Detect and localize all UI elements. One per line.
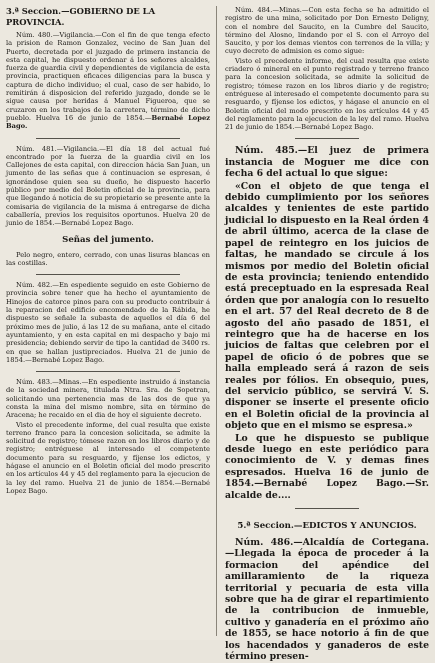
notice-485-quote: «Con el objeto de que tenga el debido cumplimiento por los señores alcaldes y tenientes de este partido judicial lo dispuesto en la Real órden 4 de abril último, acerca de la clase de papel de reintegro en los juicios de faltas, he mandado se circule á los mismos por medio del Boletin oficial de esta provincia; teniendo entendido está preceptuado en la espresada Real órden que por analogía con lo resuelto en el art. 57 del Real decreto de 8 de agosto del año pasado de 1851, el reintegro que ha de hacerse en los juicios de faltas que celebren por el papel de oficio ó de pobres que se halla empleado será á razon de seis reales por fólios. En obsequio, pues, del servicio público, se servirá V. S. disponer se inserte el presente oficio en el Boletin oficial de la provincia al objeto que en el mismo se espresa.» [225,180,429,432]
notice-482: Núm. 482.—En espediente seguido en este Gobierno de provincia sobre tener que ha hecho el ayuntamiento de Hinojos de catorce pinos para con su producto contribuir á la reparacion del edificio encomendado de la Rábida, he dispuesto se señale la subasta de aquellos el día 6 del próximo mes de julio, á las 12 de su mañana, ante el citado ayuntamiento, y en esta capital en mi despacho y bajo mi presidencia; debiendo servir de tipo la cantidad de 3400 rs. en que se hallan justipreciados. Huelva 21 de junio de 1854.—Bernabé Lopez Bago. [6,281,210,364]
divider [36,138,180,139]
divider [36,371,180,372]
divider [295,508,359,509]
divider [36,274,180,275]
senas-title: Señas del jumento. [62,234,154,245]
left-column [6,6,217,636]
divider [295,138,359,139]
notice-485-close: Lo que he dispuesto se publique desde luego en este periódico para conocimiento de V. y demas fines espresados. Huelva 16 de junio de 1854.—Bernabé Lopez Bago.—Sr. alcalde de.... [225,432,429,501]
notice-480: Núm. 480.—Vigilancia.—Con el fin de que tenga efecto la prision de Ramon Gonzalez, vecino de San Juan del Puerto, decretada por el juzgado de primera instancia de esta capital, he dispuesto ordenar á los señores alcaldes, fuerza de guardia civil y dependientes de vigilancia de esta provincia, practiquen eficaces diligencias para la busca y captura de dicho individuo; el cual, caso de ser habido, lo remitirán á disposicion del referido juzgado, donde se le sigue causa por heridas á Manuel Figueroa, que se cruzaron en los trabajos de la carretera, término de dicho pueblo. Huelva 16 de junio de 1854.—Bernabé Lopez Bago. [6,31,210,131]
section-header-gobierno: 3.ª Seccion.—GOBIERNO DE LA PROVINCIA. [6,6,156,27]
senas-text: Pelo negro, entero, cerrado, con unas lisuras blancas en las costillas. [6,250,210,267]
right-column [225,6,429,663]
notice-484: Núm. 484.—Minas.—Con esta fecha se ha admitido el registro de una mina, solicitado por Don Ernesto Deligny, con el nombre del Saucito, en la Cumbre del Saucito, término del Alosno, lindando por el S. con el Arroyo del Saucito, y por los demas vientos con terrenos de la villa; y cuyo decreto de admision es como sigue: [225,6,429,56]
notice-484-decree: Visto el precedente informe, del cual resulta que existe criadero ó mineral en el punto registrado y terreno franco para la concesion solicitada, se admite la solicitud de registro; tómese razon en los libros diario y de registro; entréguese al interesado el competente documento para su resguardo, y fíjense los edictos, y hágase el anuncio en el Boletin oficial del modo prescrito en los artículos 44 y 45 del reglamento para la ejecucion de la ley del ramo. Huelva 21 de junio de 1854.—Bernabé Lopez Bago. [225,56,429,132]
notice-481: Núm. 481.—Vigilancia.—El día 18 del actual fué encontrado por la fuerza de la guardia civil en los Callejones de esta capital, con direccion hácia San Juan, un jumento de las señas que á continuacion se espresan, é ignorándose quien sea su dueño, he dispuesto hacerlo público por medio del Boletin oficial de la provincia, para que llegando á noticia de su propietario se presente ante la comisaria de vigilancia de la misma á entregarse de dicha caballería, previos los requisitos oportunos. Huelva 20 de junio de 1854.—Bernabé Lopez Bago. [6,144,210,228]
notice-485: Núm. 485.—El juez de primera instancia de Moguer me dice con fecha 6 del actual lo que sigue: [225,145,429,180]
section-header-edictos: 5.ª Seccion.—EDICTOS Y ANUNCIOS. [237,521,417,532]
notice-483-decree: Visto el precedente informe, del cual resulta que existe terreno franco para la concesion solicitada, se admite la solicitud de registro; tómese razon en los libros diario y de registro; entréguese al interesado el competente documento para su resguardo, y fíjense los edictos, y hágase el anuncio en el Boletin oficial del modo prescrito en los artículos 44 y 45 del reglamento para la ejecucion de la ley del ramo. Huelva 21 de junio de 1854.—Bernabé Lopez Bago. [6,420,210,495]
notice-486: Núm. 486.—Alcaldía de Cortegana. —Llegada la época de proceder á la formacion del apéndice del amillaramiento de la riqueza territorial y pecuaria de esta villa sobre que ha de girar el repartimiento de la contribucion de inmueble, cultivo y ganadería en el próximo año de 1855, se hace notorio á fin de que los hacendados y ganaderos de este término presen- [225,537,429,663]
notice-483: Núm. 483.—Minas.—En espediente instruido á instancia de la sociedad minera, titulada Ntra. Sra. de Sopetran, solicitando una pertenencia mas de las dos de que ya consta la mina del mismo nombre, sita en término de Aracena; he recaido en el dia de hoy el siguiente decreto. [6,378,210,420]
